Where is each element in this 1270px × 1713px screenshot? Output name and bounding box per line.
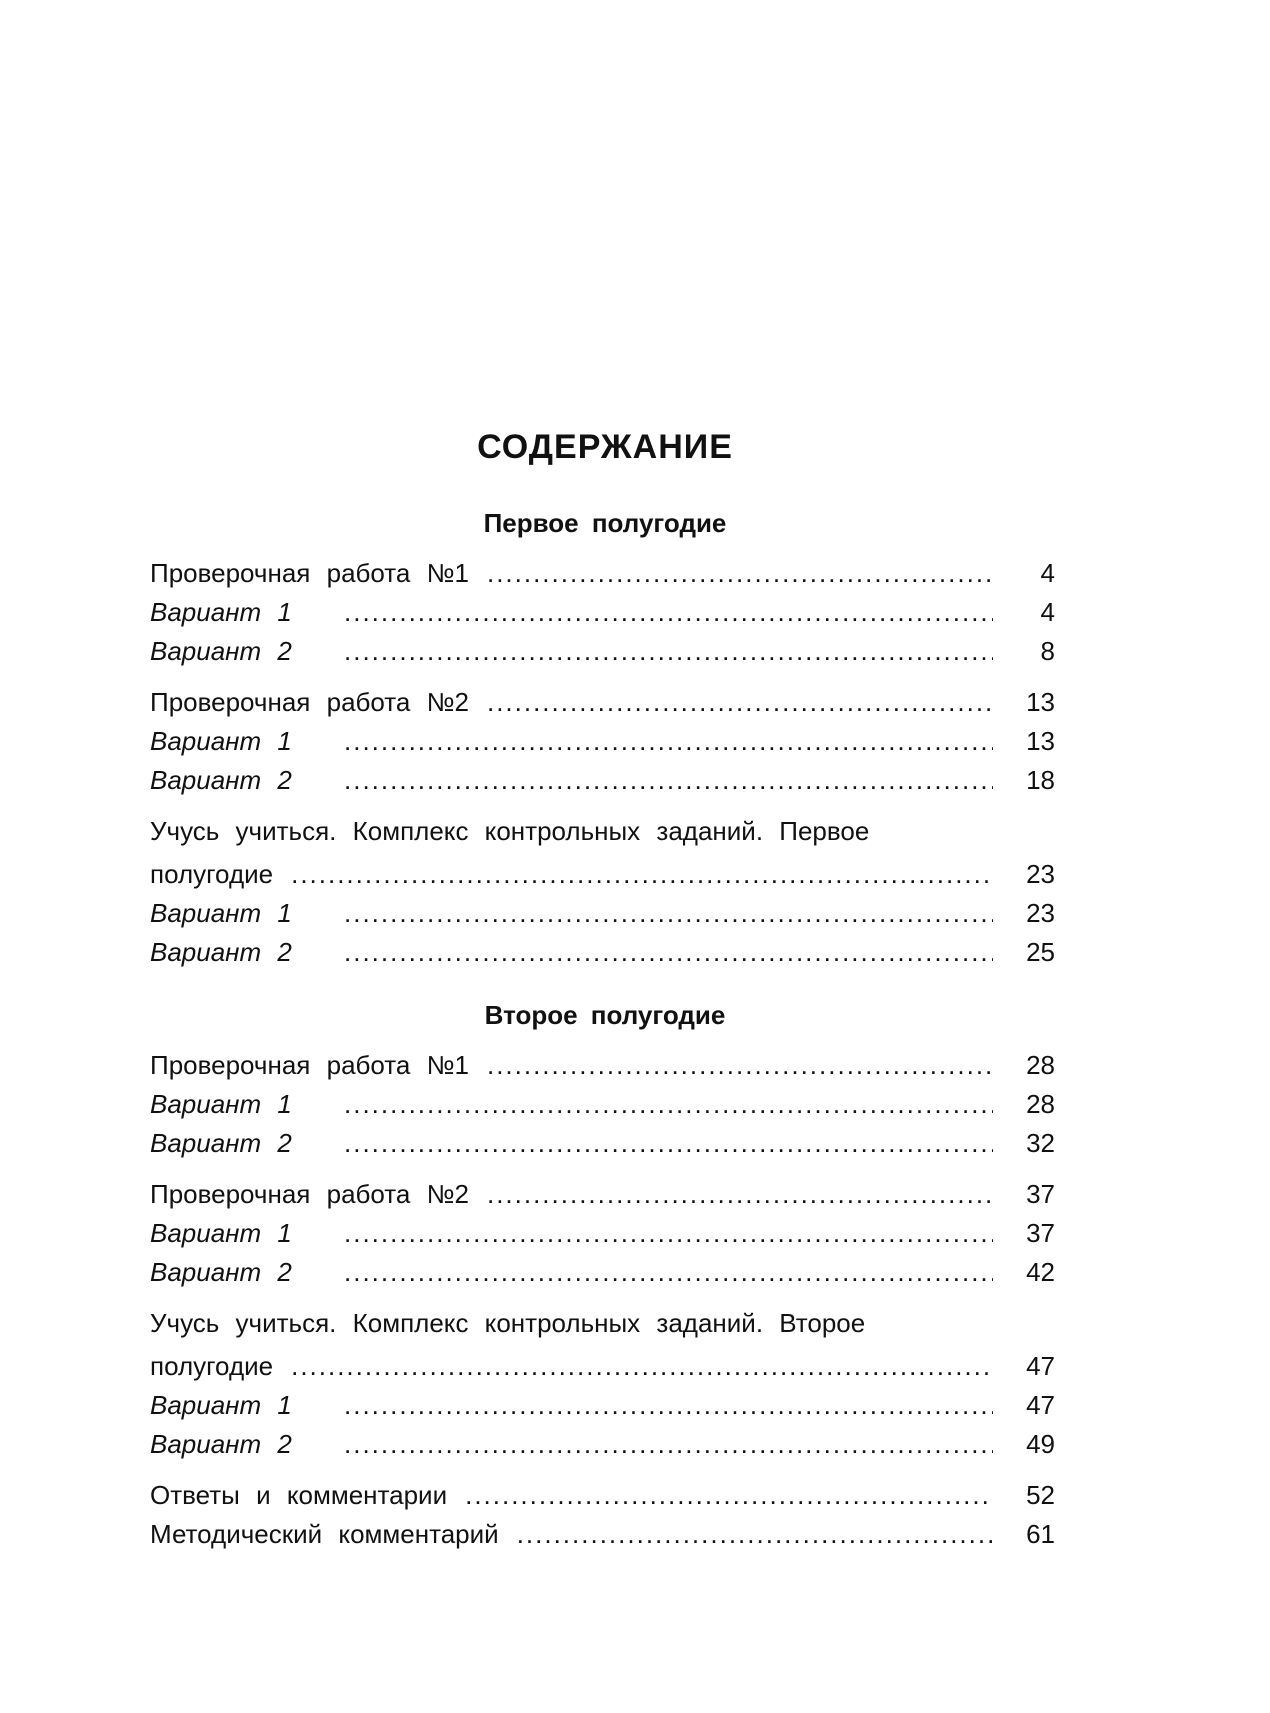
toc-entry-label: Вариант 2 [150, 636, 292, 666]
toc-entry-label: Вариант 2 [150, 1429, 292, 1459]
toc-entry-label: Вариант 1 [150, 1218, 292, 1248]
toc-entry-page: 13 [1026, 687, 1055, 717]
toc-entry[interactable] [150, 761, 1055, 800]
toc-entry-page: 52 [1026, 1480, 1055, 1510]
toc-entry[interactable] [150, 894, 1055, 933]
toc-entry-label: Проверочная работа №1 [150, 1050, 469, 1080]
toc-entry-page: 18 [1026, 765, 1055, 795]
toc-entry-page: 47 [1026, 1351, 1055, 1381]
toc-entry[interactable] [150, 1386, 1055, 1425]
toc-entry-label: Вариант 1 [150, 1390, 292, 1420]
dot-leader [344, 894, 993, 933]
dot-leader [344, 632, 993, 671]
toc-entry-page: 32 [1026, 1128, 1055, 1158]
toc-entry-label: Вариант 2 [150, 937, 292, 967]
toc-entry-label: Вариант 1 [150, 726, 292, 756]
toc-entry-page: 61 [1026, 1519, 1055, 1549]
dot-leader [291, 1347, 993, 1386]
toc-entry-page: 25 [1026, 937, 1055, 967]
toc-list-second-half [150, 1046, 1055, 1554]
toc-entry[interactable] [150, 1046, 1055, 1085]
toc-entry[interactable] [150, 1214, 1055, 1253]
toc-entry[interactable] [150, 554, 1055, 593]
toc-entry[interactable] [150, 1476, 1055, 1515]
toc-entry-label: Проверочная работа №2 [150, 687, 469, 717]
toc-entry-page: 37 [1026, 1218, 1055, 1248]
dot-leader [465, 1476, 993, 1515]
dot-leader [344, 1253, 993, 1292]
dot-leader [344, 722, 993, 761]
toc-entry-page: 47 [1026, 1390, 1055, 1420]
toc-entry-label: Методический комментарий [150, 1519, 499, 1549]
toc-entry-label: Проверочная работа №1 [150, 558, 469, 588]
section-heading-second-half: Второе полугодие [484, 1000, 726, 1030]
dot-leader [344, 1386, 993, 1425]
dot-leader [487, 1175, 993, 1214]
toc-entry-label: Вариант 1 [150, 1089, 292, 1119]
toc-entry-label: Вариант 2 [150, 765, 292, 795]
toc-entry[interactable] [150, 1253, 1055, 1292]
dot-leader [344, 933, 993, 972]
toc-entry[interactable] [150, 1425, 1055, 1464]
toc-entry-page: 37 [1026, 1179, 1055, 1209]
toc-entry-label: Ответы и комментарии [150, 1480, 448, 1510]
toc-entry-page: 4 [1040, 558, 1055, 588]
toc-entry[interactable] [150, 1085, 1055, 1124]
toc-entry-label: Вариант 1 [150, 597, 292, 627]
toc-entry-page: 13 [1026, 726, 1055, 756]
toc-entry[interactable] [150, 683, 1055, 722]
toc-entry[interactable] [150, 933, 1055, 972]
toc-entry-label: Вариант 2 [150, 1257, 292, 1287]
toc-entry-label: Проверочная работа №2 [150, 1179, 469, 1209]
dot-leader [344, 1085, 993, 1124]
toc-entry-page: 4 [1040, 597, 1055, 627]
toc-entry[interactable] [150, 1175, 1055, 1214]
dot-leader [344, 761, 993, 800]
toc-entry-label: Вариант 2 [150, 1128, 292, 1158]
toc-entry-page: 23 [1026, 898, 1055, 928]
dot-leader [487, 683, 993, 722]
toc-entry-page: 28 [1026, 1089, 1055, 1119]
toc-entry-page: 23 [1026, 859, 1055, 889]
toc-entry-label: полугодие [150, 1351, 274, 1381]
toc-entry-page: 42 [1026, 1257, 1055, 1287]
toc-entry-page: 49 [1026, 1429, 1055, 1459]
toc-entry-page: 28 [1026, 1050, 1055, 1080]
toc-entry[interactable] [150, 1124, 1055, 1163]
dot-leader [487, 554, 993, 593]
toc-entry[interactable] [150, 632, 1055, 671]
toc-entry-label-line1[interactable]: Учусь учиться. Комплекс контрольных заданий. Второе [150, 1308, 866, 1338]
dot-leader [291, 855, 993, 894]
toc-entry[interactable] [150, 1515, 1055, 1554]
page-title: СОДЕРЖАНИЕ [477, 428, 733, 466]
toc-entry[interactable] [150, 722, 1055, 761]
section-heading-first-half: Первое полугодие [483, 508, 727, 538]
toc-entry[interactable] [150, 593, 1055, 632]
toc-entry[interactable] [150, 855, 1055, 894]
toc-entry-label-line1[interactable]: Учусь учиться. Комплекс контрольных заданий. Первое [150, 816, 870, 846]
dot-leader [517, 1515, 993, 1554]
toc-entry-page: 8 [1040, 636, 1055, 666]
dot-leader [487, 1046, 993, 1085]
dot-leader [344, 1214, 993, 1253]
dot-leader [344, 1124, 993, 1163]
dot-leader [344, 593, 993, 632]
toc-entry-label: Вариант 1 [150, 898, 292, 928]
toc-list-first-half [150, 554, 1055, 972]
dot-leader [344, 1425, 993, 1464]
toc-entry[interactable] [150, 1347, 1055, 1386]
toc-entry-label: полугодие [150, 859, 274, 889]
